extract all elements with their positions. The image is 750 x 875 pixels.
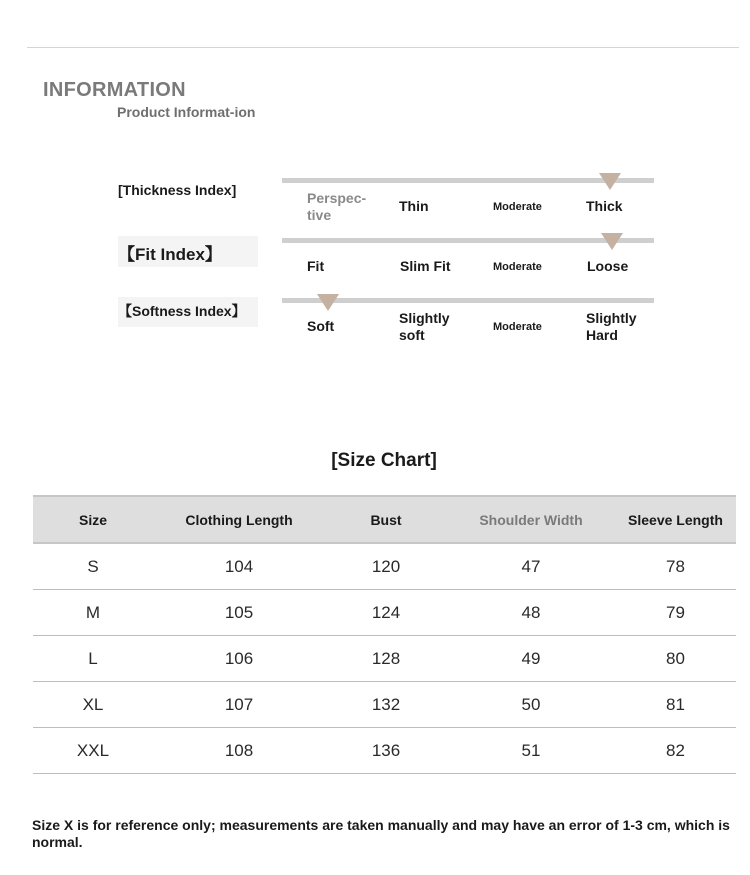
fit-index-label: 【Fit Index】 xyxy=(118,236,258,267)
thickness-marker-icon xyxy=(599,173,621,190)
size-cell: XL xyxy=(33,682,153,728)
thickness-option-moderate: Moderate xyxy=(493,201,542,213)
bust-cell: 136 xyxy=(325,728,447,774)
bust-cell: 124 xyxy=(325,590,447,636)
sleeve-length-cell: 82 xyxy=(615,728,736,774)
fit-index-bar xyxy=(282,238,654,243)
fit-option-loose: Loose xyxy=(587,258,629,274)
softness-option-soft: Soft xyxy=(307,318,335,334)
bust-cell: 120 xyxy=(325,543,447,590)
clothing-length-cell: 105 xyxy=(153,590,325,636)
size-cell: S xyxy=(33,543,153,590)
shoulder-width-cell: 49 xyxy=(447,636,615,682)
header-size: Size xyxy=(33,496,153,543)
size-cell: XXL xyxy=(33,728,153,774)
size-chart-table xyxy=(33,495,736,774)
softness-option-slightly-hard: Slightly Hard xyxy=(586,310,637,343)
thickness-option-perspective: Perspec-tive xyxy=(307,190,367,223)
header-shoulder-width: Shoulder Width xyxy=(447,496,615,543)
clothing-length-cell: 104 xyxy=(153,543,325,590)
sleeve-length-cell: 79 xyxy=(615,590,736,636)
sleeve-length-cell: 80 xyxy=(615,636,736,682)
table-row xyxy=(33,636,736,682)
table-row xyxy=(33,728,736,774)
shoulder-width-cell: 48 xyxy=(447,590,615,636)
header-clothing-length: Clothing Length xyxy=(153,496,325,543)
header-bust: Bust xyxy=(325,496,447,543)
clothing-length-cell: 108 xyxy=(153,728,325,774)
bust-cell: 132 xyxy=(325,682,447,728)
shoulder-width-cell: 47 xyxy=(447,543,615,590)
table-row xyxy=(33,682,736,728)
header-sleeve-length: Sleeve Length xyxy=(615,496,736,543)
sleeve-length-cell: 78 xyxy=(615,543,736,590)
fit-option-fit: Fit xyxy=(307,258,325,274)
shoulder-width-cell: 50 xyxy=(447,682,615,728)
thickness-option-thick: Thick xyxy=(586,198,623,214)
softness-option-moderate: Moderate xyxy=(493,321,542,333)
size-chart-header-row xyxy=(33,496,736,543)
size-chart-title: [Size Chart] xyxy=(331,450,437,471)
thickness-option-thin: Thin xyxy=(399,198,429,214)
top-divider xyxy=(27,47,739,48)
fit-option-slim-fit: Slim Fit xyxy=(400,258,451,274)
size-cell: L xyxy=(33,636,153,682)
information-heading: INFORMATION xyxy=(43,79,186,101)
softness-marker-icon xyxy=(317,294,339,311)
thickness-index-label: [Thickness Index] xyxy=(118,182,237,198)
fit-marker-icon xyxy=(601,233,623,250)
bust-cell: 128 xyxy=(325,636,447,682)
table-row xyxy=(33,543,736,590)
size-cell: M xyxy=(33,590,153,636)
sleeve-length-cell: 81 xyxy=(615,682,736,728)
shoulder-width-cell: 51 xyxy=(447,728,615,774)
softness-index-label: 【Softness Index】 xyxy=(118,297,258,327)
table-row xyxy=(33,590,736,636)
information-subheading: Product Informat-ion xyxy=(117,104,256,120)
softness-option-slightly-soft: Slightly soft xyxy=(399,310,450,343)
clothing-length-cell: 106 xyxy=(153,636,325,682)
fit-option-moderate: Moderate xyxy=(493,261,542,273)
size-disclaimer-note: Size X is for reference only; measurements are taken manually and may have an error of 1-3 cm, which is normal. xyxy=(32,817,730,850)
clothing-length-cell: 107 xyxy=(153,682,325,728)
